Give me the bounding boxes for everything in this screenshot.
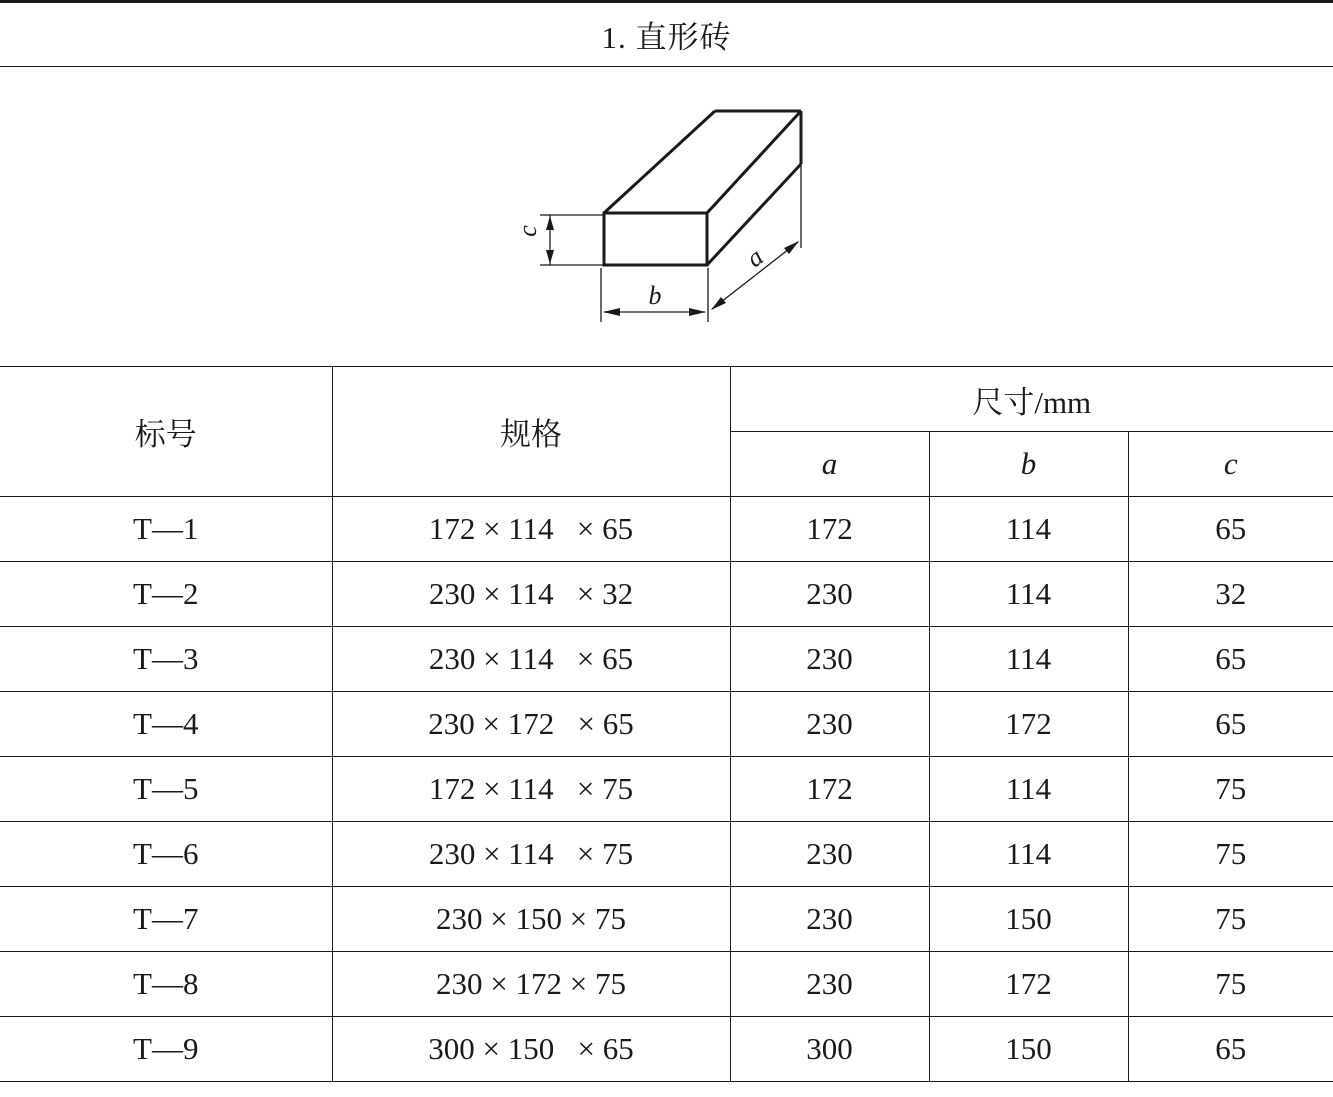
cell-b: 114 — [929, 562, 1128, 627]
cell-a: 230 — [730, 952, 929, 1017]
cell-b: 114 — [929, 497, 1128, 562]
cell-spec: 230 × 172 × 65 — [332, 692, 730, 757]
table-row — [0, 1017, 1333, 1082]
brick-diagram — [0, 68, 1333, 366]
cell-b: 150 — [929, 1017, 1128, 1082]
cell-code: T—8 — [0, 952, 332, 1017]
cell-spec: 230 × 172 × 75 — [332, 952, 730, 1017]
header-a: a — [730, 432, 929, 497]
cell-c: 65 — [1128, 1017, 1333, 1082]
cell-a: 172 — [730, 757, 929, 822]
cell-b: 150 — [929, 887, 1128, 952]
header-spec: 规格 — [332, 367, 730, 497]
dim-a-arrow-top — [784, 241, 799, 254]
table-header-row — [0, 367, 1333, 432]
cell-b: 114 — [929, 757, 1128, 822]
cell-code: T—3 — [0, 627, 332, 692]
cell-code: T—4 — [0, 692, 332, 757]
cell-c: 65 — [1128, 692, 1333, 757]
cell-code: T—2 — [0, 562, 332, 627]
cell-a: 230 — [730, 887, 929, 952]
brick-spec-table — [0, 366, 1333, 1082]
cell-c: 75 — [1128, 822, 1333, 887]
cell-code: T—7 — [0, 887, 332, 952]
table-row — [0, 952, 1333, 1017]
cell-c: 75 — [1128, 952, 1333, 1017]
cell-code: T—6 — [0, 822, 332, 887]
cell-c: 65 — [1128, 497, 1333, 562]
cell-spec: 230 × 114 × 75 — [332, 822, 730, 887]
cell-code: T—5 — [0, 757, 332, 822]
dim-c-arrow-top — [546, 216, 554, 230]
cell-code: T—9 — [0, 1017, 332, 1082]
dim-a-arrow-bottom — [711, 297, 726, 310]
dim-b-arrow-left — [603, 308, 620, 316]
brick-top-right-edge — [707, 111, 801, 213]
cell-a: 230 — [730, 692, 929, 757]
cell-spec: 172 × 114 × 65 — [332, 497, 730, 562]
cell-c: 65 — [1128, 627, 1333, 692]
table-row — [0, 887, 1333, 952]
cell-spec: 300 × 150 × 65 — [332, 1017, 730, 1082]
table-row — [0, 757, 1333, 822]
cell-spec: 230 × 150 × 75 — [332, 887, 730, 952]
table-row — [0, 692, 1333, 757]
section-title: 1. 直形砖 — [0, 3, 1333, 67]
cell-a: 230 — [730, 562, 929, 627]
cell-a: 300 — [730, 1017, 929, 1082]
header-code: 标号 — [0, 367, 332, 497]
dim-c-label: c — [513, 225, 542, 237]
brick-top-left-edge — [604, 111, 715, 213]
header-c: c — [1128, 432, 1333, 497]
table-row — [0, 822, 1333, 887]
cell-c: 32 — [1128, 562, 1333, 627]
dim-c-arrow-bottom — [546, 250, 554, 264]
dim-a-label: a — [740, 242, 769, 274]
cell-b: 114 — [929, 822, 1128, 887]
table-row — [0, 562, 1333, 627]
cell-spec: 230 × 114 × 32 — [332, 562, 730, 627]
cell-a: 230 — [730, 627, 929, 692]
dim-b-arrow-right — [689, 308, 706, 316]
header-b: b — [929, 432, 1128, 497]
cell-b: 114 — [929, 627, 1128, 692]
dim-b-label: b — [648, 281, 662, 310]
cell-code: T—1 — [0, 497, 332, 562]
cell-a: 230 — [730, 822, 929, 887]
cell-b: 172 — [929, 692, 1128, 757]
table-row — [0, 627, 1333, 692]
brick-front-face — [604, 213, 707, 265]
header-size-group: 尺寸/mm — [730, 367, 1333, 432]
cell-b: 172 — [929, 952, 1128, 1017]
cell-spec: 172 × 114 × 75 — [332, 757, 730, 822]
cell-a: 172 — [730, 497, 929, 562]
cell-c: 75 — [1128, 757, 1333, 822]
cell-c: 75 — [1128, 887, 1333, 952]
brick-diagram-svg — [0, 68, 1333, 366]
cell-spec: 230 × 114 × 65 — [332, 627, 730, 692]
table-row — [0, 497, 1333, 562]
